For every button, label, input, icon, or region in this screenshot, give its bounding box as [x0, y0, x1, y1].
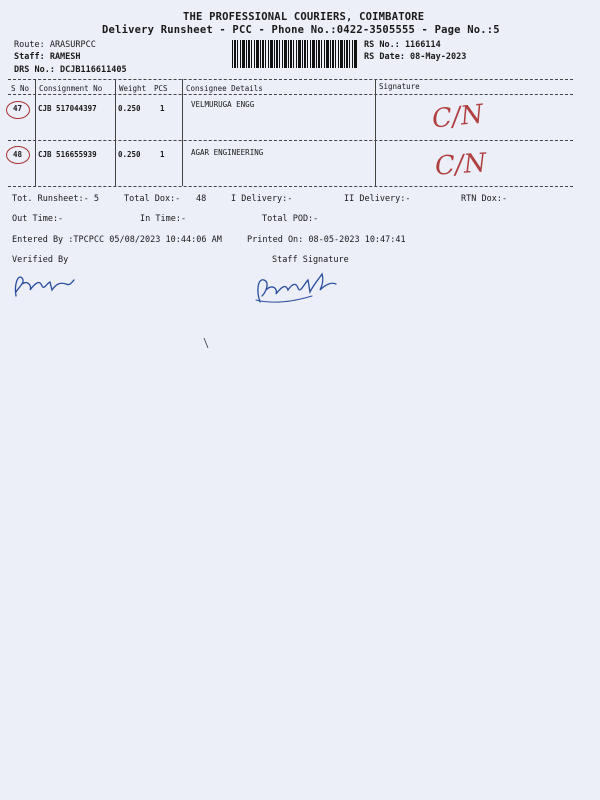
- printed-on: Printed On: 08-05-2023 10:47:41: [247, 235, 406, 245]
- col-divider: [375, 79, 376, 186]
- staff-label: Staff: RAMESH: [14, 52, 81, 62]
- verified-signature: [10, 268, 80, 302]
- row-weight: 0.250: [118, 150, 141, 159]
- staff-signature-label: Staff Signature: [272, 255, 349, 265]
- total-dox-label: Total Dox:-: [124, 194, 181, 204]
- ii-delivery: II Delivery:-: [344, 194, 411, 204]
- col-divider: [182, 79, 183, 186]
- entered-by: Entered By :TPCPCC 05/08/2023 10:44:06 AM: [12, 235, 222, 245]
- row-divider: [8, 140, 573, 141]
- col-header-weight: Weight: [119, 84, 147, 93]
- col-header-consignee: Consignee Details: [186, 84, 263, 93]
- stray-mark: [202, 336, 212, 350]
- rtn-dox: RTN Dox:-: [461, 194, 508, 204]
- row-consignment: CJB 516655939: [38, 150, 97, 159]
- out-time: Out Time:-: [12, 214, 64, 224]
- row-sno: 48: [13, 150, 23, 159]
- row-consignee: AGAR ENGINEERING: [191, 148, 264, 157]
- staff-signature: [252, 266, 342, 310]
- col-header-pcs: PCS: [154, 84, 168, 93]
- total-dox-value: 48: [196, 194, 207, 204]
- table-bottom-rule: [8, 186, 573, 187]
- barcode: [232, 40, 358, 68]
- col-divider: [35, 79, 36, 186]
- col-divider: [115, 79, 116, 186]
- col-header-consignment: Consignment No: [39, 84, 103, 93]
- row-consignment: CJB 517044397: [38, 104, 97, 113]
- col-header-signature: Signature: [379, 82, 420, 91]
- rs-number: RS No.: 1166114: [364, 40, 441, 50]
- verified-by-label: Verified By: [12, 255, 69, 265]
- handwritten-signature-mark: C/N: [430, 99, 485, 135]
- tot-runsheet: Tot. Runsheet:- 5: [12, 194, 99, 204]
- row-consignee: VELMURUGA ENGG: [191, 100, 255, 109]
- route-label: Route: ARASURPCC: [14, 40, 96, 50]
- table-header-rule: [8, 94, 573, 95]
- total-pod: Total POD:-: [262, 214, 319, 224]
- row-pcs: 1: [160, 104, 165, 113]
- drs-number: DRS No.: DCJB116611405: [14, 65, 127, 75]
- table-top-rule: [8, 79, 573, 80]
- company-title: THE PROFESSIONAL COURIERS, COIMBATORE: [183, 11, 425, 23]
- row-weight: 0.250: [118, 104, 141, 113]
- row-pcs: 1: [160, 150, 165, 159]
- row-sno: 47: [13, 104, 23, 113]
- handwritten-signature-mark: C/N: [434, 148, 488, 182]
- rs-date: RS Date: 08-May-2023: [364, 52, 467, 62]
- runsheet-subtitle: Delivery Runsheet - PCC - Phone No.:0422-3505555 - Page No.:5: [102, 24, 500, 36]
- i-delivery: I Delivery:-: [231, 194, 293, 204]
- col-header-sno: S No: [11, 84, 30, 93]
- in-time: In Time:-: [140, 214, 187, 224]
